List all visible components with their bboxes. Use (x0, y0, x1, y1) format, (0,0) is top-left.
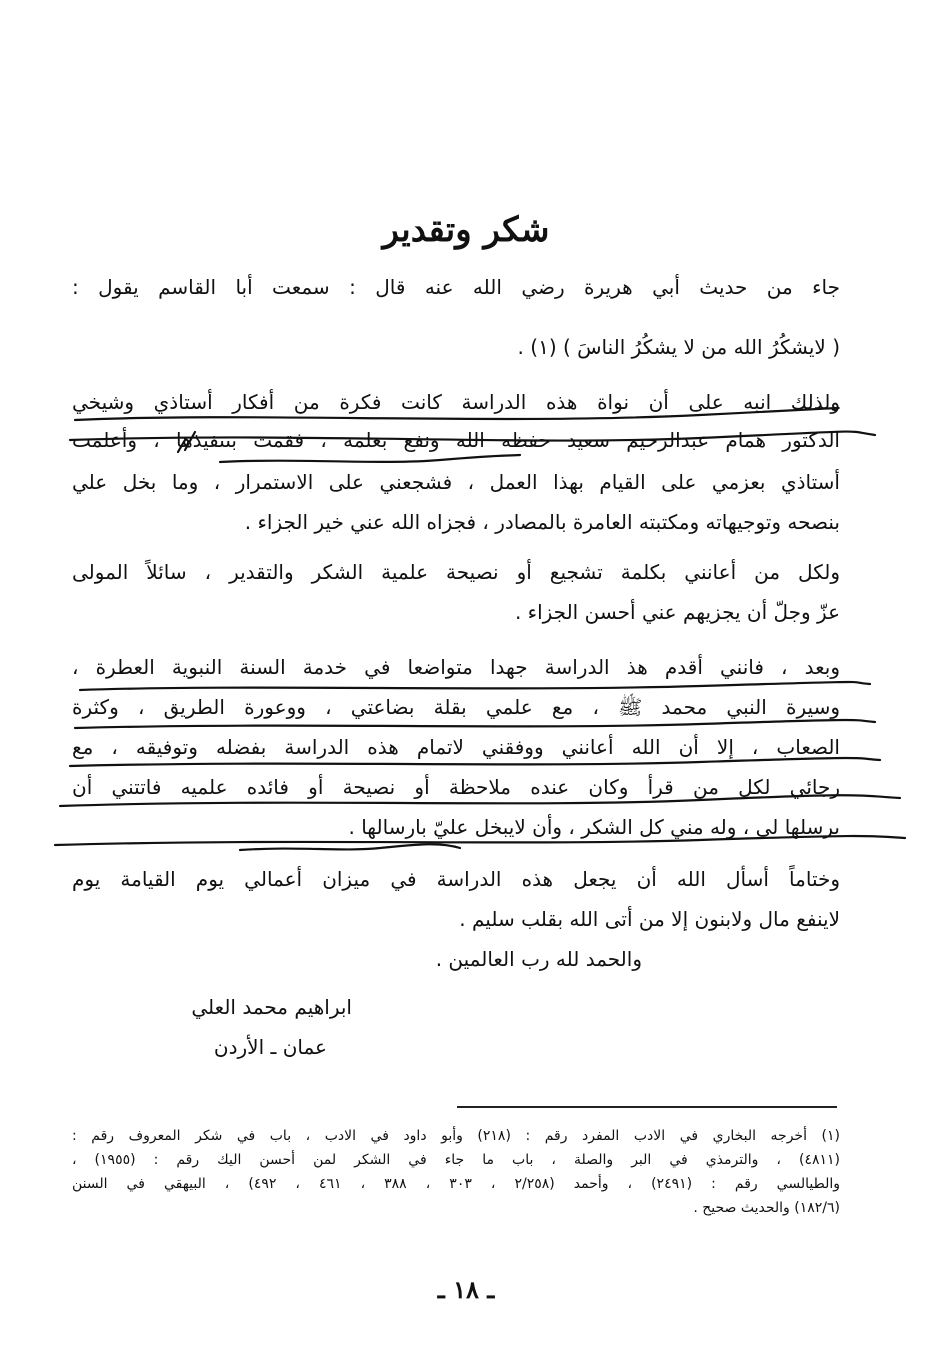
pen-underline (240, 844, 460, 850)
text-line: بنصحه وتوجيهاته ومكتبته العامرة بالمصادر ، فجزاه الله عني خير الجزاء . (244, 510, 840, 534)
text-line: عزّ وجلّ أن يجزيهم عني أحسن الجزاء . (514, 600, 840, 624)
footnote-separator (457, 1106, 837, 1108)
author-place: عمان ـ الأردن (213, 1035, 327, 1059)
page-title: شكر وتقدير (382, 210, 550, 250)
text-line: رجائي لكل من قرأ وكان عنده ملاحظة أو نصيحة أو فائده علميه فاتتني أن (72, 775, 840, 799)
footnote-line: والطيالسي رقم : (٢٤٩١) ، وأحمد (٢/٢٥٨ ، ٣٠٣ ، ٣٨٨ ، ٤٦١ ، ٤٩٢) ، البيهقي في السنن (72, 1176, 840, 1192)
closing-line: والحمد لله رب العالمين . (435, 947, 642, 971)
text-line: الصعاب ، إلا أن الله أعانني ووفقني لاتمام هذه الدراسة بفضله وتوفيقه ، مع (72, 735, 840, 759)
text-line: الدكتور همام عبدالرحيم سعيد حفظه الله ونفع بعلمه ، فقمت بتنفيذها ، وأعلمت (72, 428, 840, 452)
text-line: جاء من حديث أبي هريرة رضي الله عنه قال : سمعت أبا القاسم يقول : (72, 275, 840, 299)
hadith-quote: ( لايشكُرُ الله من لا يشكُرُ الناسَ ) (١) . (517, 335, 840, 359)
author-name: ابراهيم محمد العلي (191, 995, 352, 1019)
page-number: ـ ١٨ ـ (437, 1275, 495, 1304)
text-line: ولذلك انبه على أن نواة هذه الدراسة كانت فكرة من أفكار أستاذي وشيخي (72, 390, 840, 414)
footnote-line: (١٨٢/٦) والحديث صحيح . (693, 1200, 840, 1216)
text-line: وختاماً أسأل الله أن يجعل هذه الدراسة في ميزان أعمالي يوم القيامة يوم (72, 867, 840, 891)
footnote-line: (٤٨١١) ، والترمذي في البر والصلة ، باب ما جاء في الشكر لمن أحسن اليك رقم : (١٩٥٥) ، (72, 1152, 840, 1168)
text-line: وسيرة النبي محمد ﷺ ، مع علمي بقلة بضاعتي ، ووعورة الطريق ، وكثرة (72, 695, 840, 719)
text-line: أستاذي بعزمي على القيام بهذا العمل ، فشجعني على الاستمرار ، وما بخل علي (72, 470, 840, 494)
text-line: وبعد ، فانني أقدم هذ الدراسة جهدا متواضعا في خدمة السنة النبوية العطرة ، (72, 655, 840, 679)
text-line: ولكل من أعانني بكلمة تشجيع أو نصيحة علمية الشكر والتقدير ، سائلاً المولى (72, 560, 840, 584)
text-line: يرسلها لي ، وله مني كل الشكر ، وأن لايبخل عليّ بارسالها . (348, 815, 840, 839)
text-line: لاينفع مال ولابنون إلا من أتى الله بقلب سليم . (459, 907, 840, 931)
footnote-line: (١) أخرجه البخاري في الادب المفرد رقم : (٢١٨) وأبو داود في الادب ، باب في شكر المعروف رقم : (72, 1128, 840, 1144)
